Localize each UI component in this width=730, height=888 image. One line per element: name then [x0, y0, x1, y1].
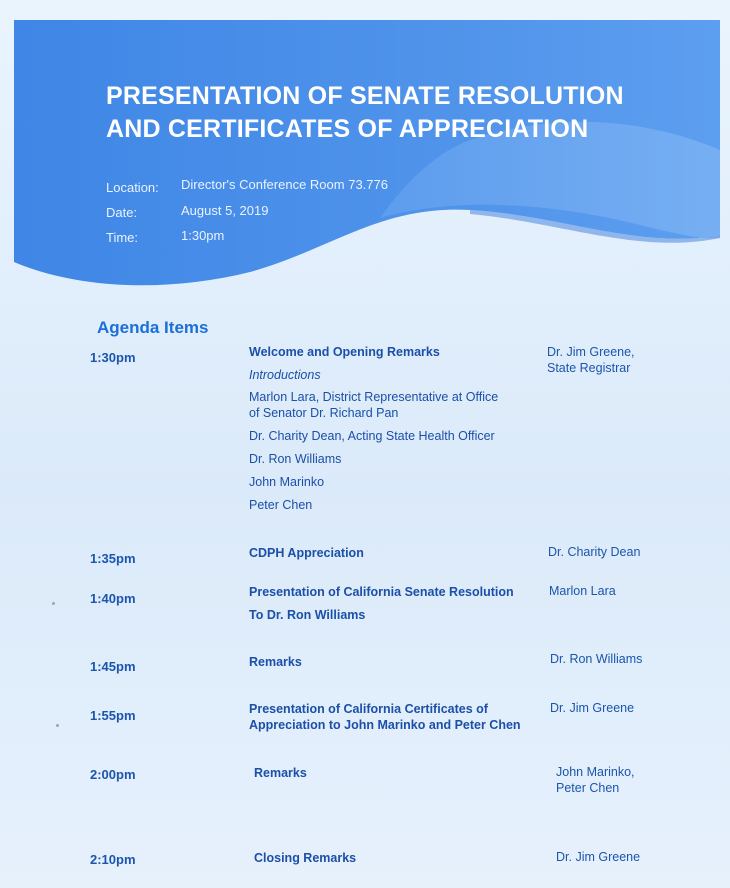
- speaker-line: Peter Chen: [556, 781, 620, 795]
- speaker-line: Dr. Jim Greene,: [547, 345, 635, 359]
- agenda-time: 1:30pm: [90, 350, 136, 365]
- agenda-item-title-line2: To Dr. Ron Williams: [249, 608, 366, 622]
- agenda-item-title: Remarks: [249, 655, 302, 669]
- agenda-sub-item: Peter Chen: [249, 498, 313, 512]
- agenda-time: 1:55pm: [90, 708, 136, 723]
- agenda-item-title: CDPH Appreciation: [249, 546, 364, 560]
- time-label: Time:: [106, 230, 139, 245]
- agenda-speaker: [547, 344, 687, 376]
- agenda-item-title-line2: Appreciation to John Marinko and Peter Chen: [249, 718, 521, 732]
- time-value: 1:30pm: [181, 228, 225, 243]
- agenda-sub-heading: Introductions: [249, 368, 321, 382]
- paper-speck: [56, 724, 59, 727]
- document-title: [106, 80, 666, 146]
- agenda-sub-item: John Marinko: [249, 475, 325, 489]
- location-label: Location:: [106, 180, 159, 195]
- title-line-2: AND CERTIFICATES OF APPRECIATION: [106, 115, 589, 143]
- agenda-speaker: Dr. Jim Greene: [550, 701, 635, 715]
- paper-speck: [52, 602, 55, 605]
- agenda-item-title: Closing Remarks: [254, 851, 357, 865]
- header-banner: [0, 0, 730, 300]
- agenda-speaker: Dr. Jim Greene: [556, 850, 641, 864]
- speaker-line: John Marinko,: [556, 765, 635, 779]
- agenda-speaker: Dr. Charity Dean: [548, 545, 641, 559]
- agenda-time: 2:10pm: [90, 852, 136, 867]
- date-label: Date:: [106, 205, 138, 220]
- agenda-time: 1:45pm: [90, 659, 136, 674]
- agenda-speaker: [556, 764, 696, 796]
- agenda-heading: Agenda Items: [97, 318, 209, 337]
- agenda-item-title: Remarks: [254, 766, 307, 780]
- agenda-item-title: Presentation of California Senate Resolution: [249, 585, 514, 599]
- agenda-time: 1:35pm: [90, 551, 136, 566]
- agenda-sub-item: Dr. Ron Williams: [249, 452, 342, 466]
- location-value: Director's Conference Room 73.776: [181, 177, 388, 192]
- speaker-line: State Registrar: [547, 361, 631, 375]
- agenda-sub-item: Marlon Lara, District Representative at Office: [249, 390, 499, 404]
- agenda-speaker: Marlon Lara: [549, 584, 616, 598]
- date-value: August 5, 2019: [181, 203, 269, 218]
- title-line-1: PRESENTATION OF SENATE RESOLUTION: [106, 82, 624, 110]
- agenda-sub-item: Dr. Charity Dean, Acting State Health Officer: [249, 429, 495, 443]
- agenda-sub-item: of Senator Dr. Richard Pan: [249, 406, 399, 420]
- agenda-time: 1:40pm: [90, 591, 136, 606]
- agenda-item-title: Presentation of California Certificates of: [249, 702, 488, 716]
- agenda-speaker: Dr. Ron Williams: [550, 652, 643, 666]
- agenda-item-title: Welcome and Opening Remarks: [249, 345, 440, 359]
- agenda-time: 2:00pm: [90, 767, 136, 782]
